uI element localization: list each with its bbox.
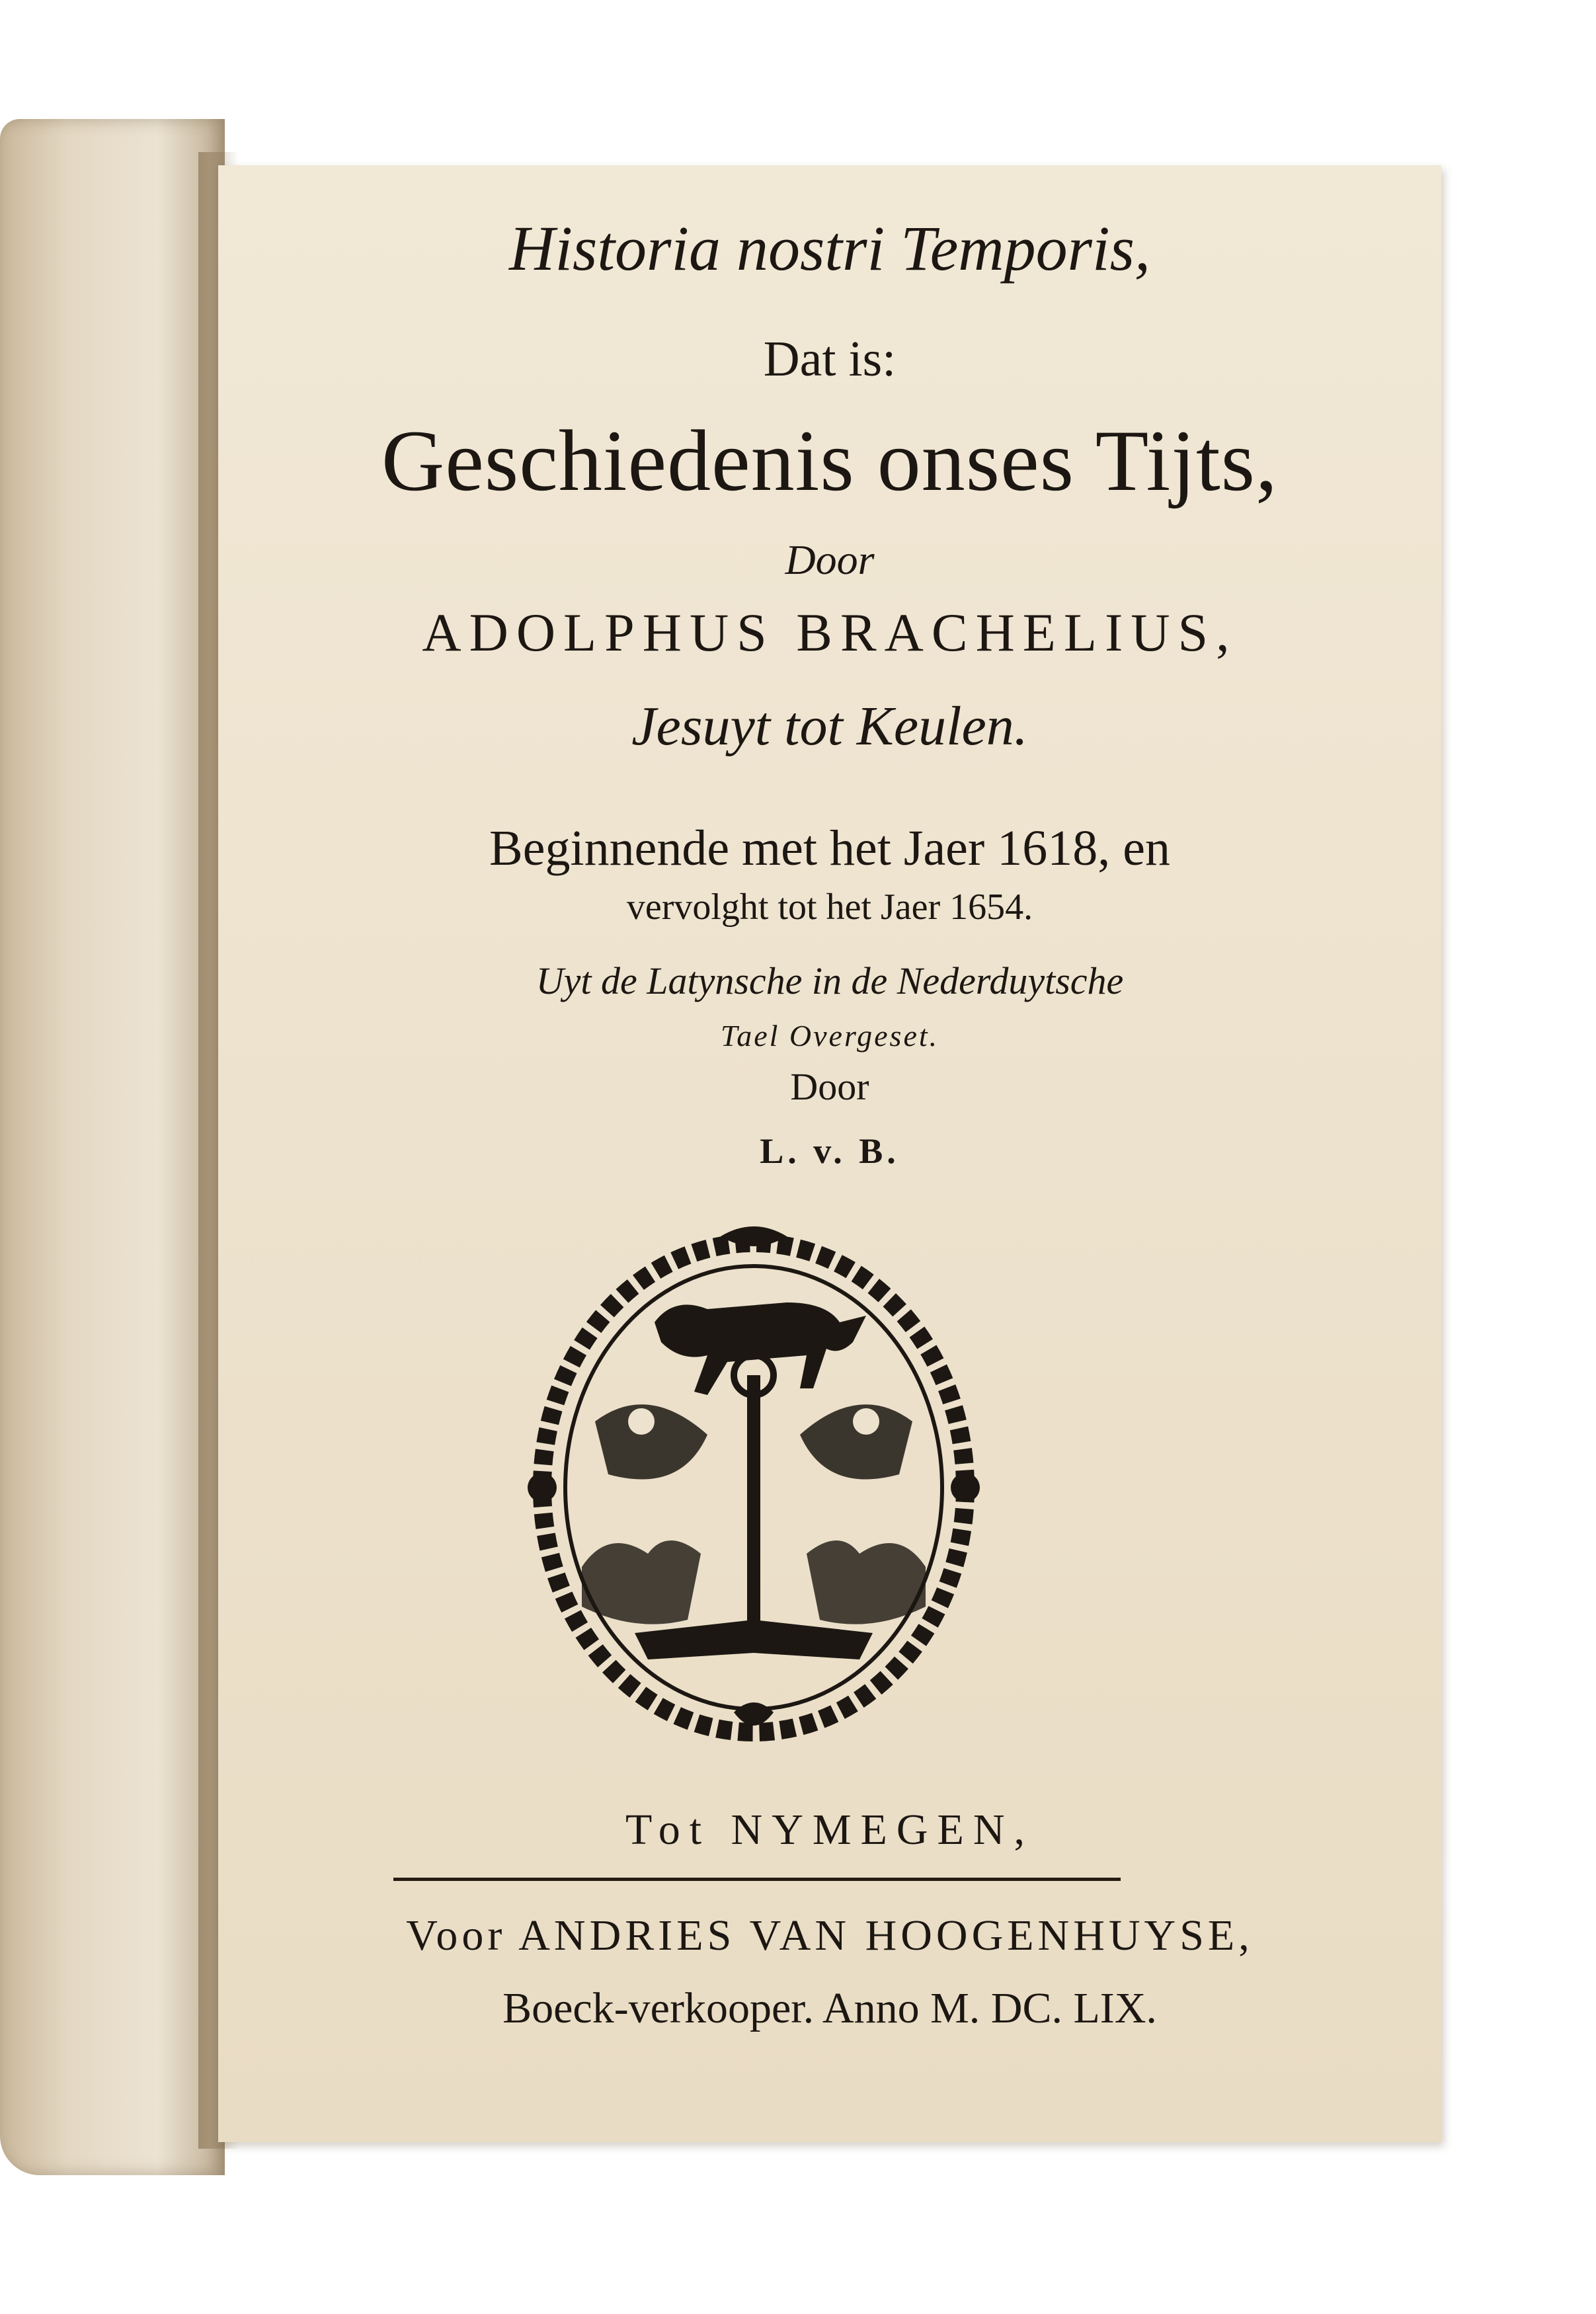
- imprint-date: Boeck-verkooper. Anno M. DC. LIX.: [502, 1984, 1157, 2032]
- period-end: vervolght tot het Jaer 1654.: [626, 887, 1033, 928]
- author-affiliation: Jesuyt tot Keulen.: [631, 696, 1028, 757]
- translator-door: Door: [790, 1065, 869, 1108]
- door-line: Door: [785, 536, 875, 583]
- imprint-printer: Voor ANDRIES VAN HOOGENHUYSE,: [406, 1911, 1254, 1960]
- left-page-edge: [0, 119, 225, 2175]
- period-start: Beginnende met het Jaer 1618, en: [489, 820, 1170, 876]
- title-page: [218, 165, 1441, 2142]
- printer-device-emblem: [522, 1223, 985, 1752]
- author-name: ADOLPHUS BRACHELIUS,: [422, 602, 1238, 662]
- imprint-place: Tot NYMEGEN,: [625, 1806, 1034, 1854]
- latin-title: Historia nostri Temporis,: [508, 213, 1151, 284]
- translation-note-2: Tael Overgeset.: [720, 1019, 939, 1053]
- translation-note: Uyt de Latynsche in de Nederduytsche: [536, 959, 1124, 1002]
- dat-is: Dat is:: [763, 331, 897, 387]
- imprint-rule: [393, 1878, 1121, 1881]
- dutch-title: Geschiedenis onses Tijts,: [381, 412, 1279, 509]
- translator-initials: L. v. B.: [760, 1131, 900, 1171]
